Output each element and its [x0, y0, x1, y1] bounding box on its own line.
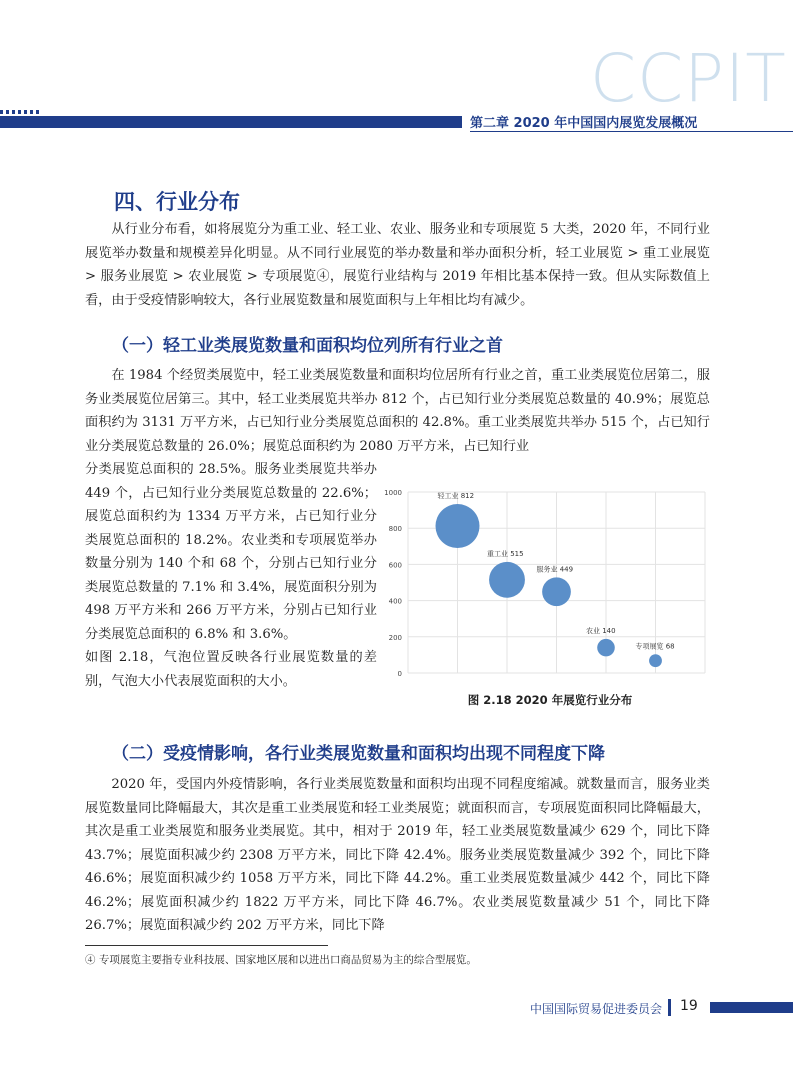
ccpit-logo: CCPIT: [590, 40, 787, 117]
bubble-重工业: [489, 562, 525, 598]
footnote-rule: [85, 945, 328, 946]
subsection-1-title: （一）轻工业类展览数量和面积均位列所有行业之首: [112, 336, 503, 356]
footer-separator: [668, 999, 671, 1016]
page-number: 19: [680, 998, 698, 1014]
y-tick-label: 400: [388, 597, 402, 606]
subsection-2-text: 2020 年，受国内外疫情影响，各行业类展览数量和面积均出现不同程度缩减。就数量而言，服务业类展览数量同比降幅最大，其次是重工业类展览和轻工业类展览；就面积而言，专项展览面积同比降幅最大，其次是重工业类展览和服务业类展览。其中，相对于 2019 年，轻工业类展览数量减少 629 个，同比下降 43.7%；展览面积减少约 2308 万平方米，同比下降 42.4%。服务业类展览数量减少 392 个，同比下降 46.6%；展览面积减少约 1058 万平方米，同比下降 44.2%。重工业类展览数量减少 442 个，同比下降 46.2%；展览面积减少约 1822 万平方米，同比下降 46.7%。农业类展览数量减少 51 个，同比下降 26.7%；展览面积减少约 202 万平方米，同比下降: [85, 777, 710, 933]
header-rule: [470, 131, 793, 132]
y-tick-label: 200: [388, 633, 402, 642]
footnote: ④ 专项展览主要指专业科技展、国家地区展和以进出口商品贸易为主的综合型展览。: [85, 954, 477, 966]
bubble-label: 轻工业 812: [437, 492, 475, 501]
y-tick-label: 1000: [384, 489, 402, 497]
footer-bar: [710, 1002, 793, 1013]
bubble-服务业: [542, 577, 571, 606]
bubble-label: 专项展览 68: [635, 642, 675, 651]
bubble-label: 农业 140: [586, 626, 616, 635]
subsection-2-title: （二）受疫情影响，各行业类展览数量和面积均出现不同程度下降: [112, 744, 605, 764]
chapter-title: 第二章 2020 年中国国内展览发展概况: [470, 116, 698, 131]
intro-text: 从行业分布看，如将展览分为重工业、轻工业、农业、服务业和专项展览 5 大类，2020 年，不同行业展览举办数量和规模差异化明显。从不同行业展览的举办数量和举办面积分析，轻工业展览 > 重工业展览 > 服务业展览 > 农业展览 > 专项展览④，展览行业结构与 2019 年相比基本保持一致。但从实际数值上看，由于受疫情影响较大，各行业展览数量和展览面积与上年相比均有减少。: [85, 222, 710, 308]
subsection-1-narrow-paragraph: [85, 458, 377, 693]
y-tick-label: 600: [388, 561, 402, 570]
footer-organization: 中国国际贸易促进委员会: [530, 1002, 663, 1016]
bubble-label: 重工业 515: [487, 549, 524, 558]
subsection-2-paragraph: [85, 773, 710, 938]
figure-explanation: 如图 2.18，气泡位置反映各行业展览数量的差别，气泡大小代表展览面积的大小。: [85, 650, 377, 689]
bubble-轻工业: [436, 504, 480, 548]
subsection-1-narrow-text: 分类展览总面积的 28.5%。服务业类展览共举办 449 个，占已知行业分类展览总数量的 22.6%；展览总面积约为 1334 万平方米，占已知行业分类展览总面积的 18.2%。农业类和专项展览举办数量分别为 140 个和 68 个，分别占已知行业分类展览总数量的 7.1% 和 3.4%，展览面积分别为 498 万平方米和 266 万平方米，分别占已知行业分类展览总面积的 6.8% 和 3.6%。: [85, 462, 377, 642]
subsection-1-paragraph: [85, 364, 710, 458]
bubble-专项展览: [649, 654, 662, 667]
subsection-1-text: 在 1984 个经贸类展览中，轻工业类展览数量和面积均位居所有行业之首，重工业类展览位居第二，服务业类展览位居第三。其中，轻工业类展览共举办 812 个，占已知行业分类展览总数量的 40.9%；展览总面积约为 3131 万平方米，占已知行业分类展览总面积的 42.8%。重工业类展览共举办 515 个，占已知行业分类展览总数量的 26.0%；展览总面积约为 2080 万平方米，占已知行业: [85, 368, 710, 454]
header-stripes: [0, 110, 40, 114]
header-bar: [0, 116, 462, 128]
y-tick-label: 800: [388, 525, 402, 534]
intro-paragraph: [85, 218, 710, 312]
bubble-农业: [597, 639, 615, 657]
bubble-label: 服务业 449: [536, 565, 574, 574]
figure-caption: 图 2.18 2020 年展览行业分布: [467, 693, 633, 707]
section-title: 四、行业分布: [114, 190, 240, 214]
y-tick-label: 0: [397, 670, 402, 678]
bubble-chart-svg: [380, 480, 710, 680]
bubble-chart: [380, 480, 710, 710]
